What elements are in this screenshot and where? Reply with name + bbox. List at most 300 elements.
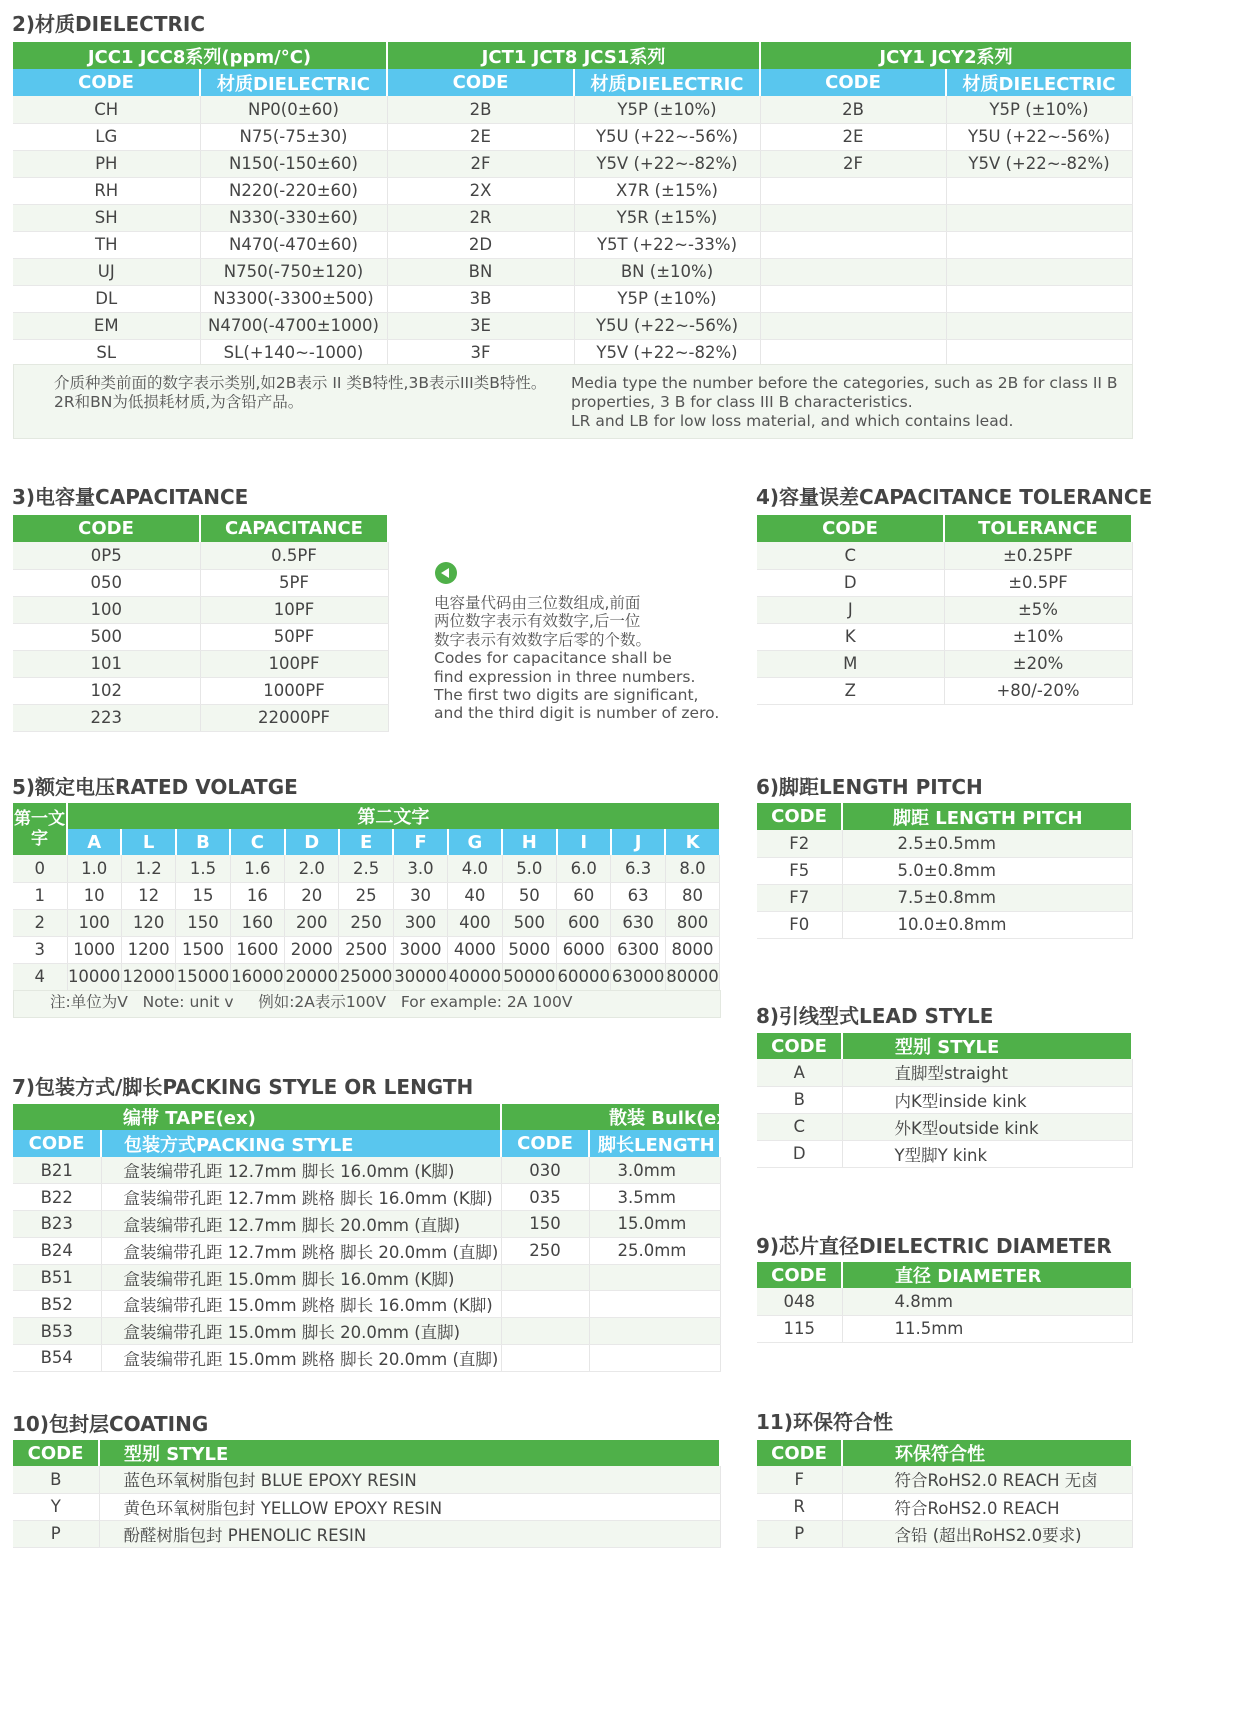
voltage-cell: 400: [448, 909, 502, 936]
lead-cell: B: [757, 1086, 842, 1113]
col-header: CODE: [13, 69, 200, 96]
pitch-cell: 2.5±0.5mm: [842, 830, 1132, 857]
packing-cell: B52: [13, 1291, 101, 1318]
dielectric-cell: [946, 204, 1132, 231]
voltage-cell: 50000: [502, 963, 556, 990]
second-char-header: 第二文字: [67, 803, 720, 829]
diameter-row: [757, 1315, 1132, 1342]
diameter-cell: 4.8mm: [842, 1288, 1132, 1315]
pitch-cell: F0: [757, 911, 842, 938]
voltage-cell: 15000: [176, 963, 230, 990]
packing-cell: B24: [13, 1237, 101, 1264]
voltage-cell: 800: [665, 909, 720, 936]
voltage-title: 5)额定电压RATED VOLATGE: [12, 775, 298, 799]
lead-cell: 内K型inside kink: [842, 1086, 1132, 1113]
lead-cell: D: [757, 1140, 842, 1167]
dielectric-cell: [760, 204, 946, 231]
capacitance-cell: 5PF: [200, 569, 388, 596]
packing-row: [13, 1318, 720, 1345]
packing-cell: [501, 1345, 589, 1372]
packing-cell: [589, 1291, 720, 1318]
voltage-row: [13, 882, 720, 909]
dielectric-cell: 3E: [387, 312, 574, 339]
note-line: and the third digit is number of zero.: [434, 704, 720, 723]
packing-cell: 盒装编带孔距 15.0mm 脚长 20.0mm (直脚): [101, 1318, 501, 1345]
voltage-row: [13, 963, 720, 990]
dielectric-cell: [946, 258, 1132, 285]
coating-cell: 黄色环氧树脂包封 YELLOW EPOXY RESIN: [99, 1493, 720, 1520]
capacitance-row: [13, 623, 388, 650]
voltage-cell: 12000: [121, 963, 175, 990]
packing-cell: 150: [501, 1211, 589, 1238]
capacitance-cell: 100PF: [200, 650, 388, 677]
voltage-cell: 250: [339, 909, 393, 936]
voltage-cell: 1200: [121, 936, 175, 963]
capacitance-table: [13, 515, 389, 732]
voltage-letter: H: [502, 829, 556, 855]
col-header: CODE: [760, 69, 946, 96]
capacitance-cell: 1000PF: [200, 677, 388, 704]
dielectric-cell: UJ: [13, 258, 200, 285]
voltage-cell: 80: [665, 882, 720, 909]
pitch-table: [757, 803, 1133, 939]
voltage-row: [13, 936, 720, 963]
group-bulk: 散装 Bulk(ex): [501, 1104, 720, 1130]
packing-cell: B21: [13, 1157, 101, 1184]
dielectric-cell: 2B: [760, 96, 946, 123]
env-cell: R: [757, 1493, 842, 1520]
capacitance-cell: 500: [13, 623, 200, 650]
dielectric-cell: N330(-330±60): [200, 204, 387, 231]
voltage-cell: 16: [230, 882, 284, 909]
lead-cell: 外K型outside kink: [842, 1113, 1132, 1140]
lead-row: [757, 1140, 1132, 1167]
voltage-first-digit: 4: [13, 963, 67, 990]
voltage-first-digit: 2: [13, 909, 67, 936]
env-cell: F: [757, 1466, 842, 1493]
dielectric-note-cn-1: 介质种类前面的数字表示类别,如2B表示 II 类B特性,3B表示III类B特性。: [54, 374, 547, 392]
voltage-cell: 1.2: [121, 855, 175, 882]
lead-row: [757, 1059, 1132, 1086]
voltage-letter: E: [339, 829, 393, 855]
voltage-letter: B: [176, 829, 230, 855]
packing-cell: 030: [501, 1157, 589, 1184]
tolerance-cell: C: [757, 542, 944, 569]
dielectric-cell: CH: [13, 96, 200, 123]
voltage-cell: 40000: [448, 963, 502, 990]
dielectric-cell: N150(-150±60): [200, 150, 387, 177]
packing-cell: 盒装编带孔距 15.0mm 跳格 脚长 16.0mm (K脚): [101, 1291, 501, 1318]
env-cell: 符合RoHS2.0 REACH 无卤: [842, 1466, 1132, 1493]
diameter-table: [757, 1262, 1133, 1343]
capacitance-row: [13, 677, 388, 704]
dielectric-cell: LG: [13, 123, 200, 150]
dielectric-cell: BN (±10%): [574, 258, 760, 285]
packing-cell: 035: [501, 1184, 589, 1211]
lead-cell: 直脚型straight: [842, 1059, 1132, 1086]
capacitance-cell: 101: [13, 650, 200, 677]
capacitance-row: [13, 542, 388, 569]
diameter-cell: 048: [757, 1288, 842, 1315]
dielectric-note-en-3: LR and LB for low loss material, and which contains lead.: [571, 412, 1014, 430]
dielectric-row: [13, 231, 1132, 258]
dielectric-row: [13, 312, 1132, 339]
packing-row: [13, 1184, 720, 1211]
diameter-title: 9)芯片直径DIELECTRIC DIAMETER: [756, 1234, 1112, 1258]
packing-cell: [589, 1264, 720, 1291]
group-tape: 编带 TAPE(ex): [13, 1104, 501, 1130]
voltage-cell: 5.0: [502, 855, 556, 882]
dielectric-cell: 2E: [387, 123, 574, 150]
voltage-first-digit: 3: [13, 936, 67, 963]
tolerance-cell: ±0.25PF: [944, 542, 1132, 569]
voltage-cell: 30000: [393, 963, 447, 990]
voltage-cell: 80000: [665, 963, 720, 990]
voltage-cell: 10000: [67, 963, 121, 990]
lead-cell: C: [757, 1113, 842, 1140]
note-line: The first two digits are significant,: [434, 686, 699, 705]
voltage-cell: 16000: [230, 963, 284, 990]
dielectric-note-cn-2: 2R和BN为低损耗材质,为含铅产品。: [54, 393, 304, 411]
dielectric-cell: DL: [13, 285, 200, 312]
tolerance-cell: M: [757, 650, 944, 677]
capacitance-cell: 0P5: [13, 542, 200, 569]
dielectric-cell: NP0(0±60): [200, 96, 387, 123]
voltage-cell: 160: [230, 909, 284, 936]
coating-cell: Y: [13, 1493, 99, 1520]
col-header: CODE: [757, 1033, 842, 1059]
lead-row: [757, 1113, 1132, 1140]
dielectric-cell: Y5U (+22~-56%): [574, 123, 760, 150]
col-header: CAPACITANCE: [200, 515, 388, 542]
voltage-cell: 15: [176, 882, 230, 909]
packing-cell: 15.0mm: [589, 1211, 720, 1238]
tolerance-cell: D: [757, 569, 944, 596]
dielectric-cell: SL: [13, 339, 200, 366]
dielectric-group-jcy: JCY1 JCY2系列: [760, 42, 1132, 69]
capacitance-cell: 50PF: [200, 623, 388, 650]
packing-cell: [589, 1318, 720, 1345]
dielectric-cell: Y5V (+22~-82%): [946, 150, 1132, 177]
tolerance-cell: ±5%: [944, 596, 1132, 623]
col-header: 型别 STYLE: [99, 1440, 720, 1466]
diameter-row: [757, 1288, 1132, 1315]
voltage-cell: 25: [339, 882, 393, 909]
col-header: CODE: [13, 1440, 99, 1466]
col-header: CODE: [757, 1440, 842, 1466]
voltage-note: 注:单位为V Note: unit v 例如:2A表示100V For example: 2A 100V: [50, 993, 573, 1011]
dielectric-title: 2)材质DIELECTRIC: [12, 12, 206, 36]
dielectric-cell: N75(-75±30): [200, 123, 387, 150]
voltage-letter: J: [611, 829, 665, 855]
col-header: CODE: [13, 515, 200, 542]
lead-cell: A: [757, 1059, 842, 1086]
voltage-cell: 6.0: [557, 855, 611, 882]
coating-cell: 蓝色环氧树脂包封 BLUE EPOXY RESIN: [99, 1466, 720, 1493]
col-header: 脚距 LENGTH PITCH: [842, 803, 1132, 830]
tolerance-cell: Z: [757, 677, 944, 704]
capacitance-row: [13, 596, 388, 623]
packing-cell: B22: [13, 1184, 101, 1211]
dielectric-row: [13, 96, 1132, 123]
dielectric-cell: RH: [13, 177, 200, 204]
col-header: 环保符合性: [842, 1440, 1132, 1466]
capacitance-cell: 0.5PF: [200, 542, 388, 569]
dielectric-cell: X7R (±15%): [574, 177, 760, 204]
capacitance-cell: 10PF: [200, 596, 388, 623]
voltage-cell: 8.0: [665, 855, 720, 882]
voltage-cell: 100: [67, 909, 121, 936]
voltage-letter: I: [557, 829, 611, 855]
dielectric-cell: [760, 312, 946, 339]
voltage-row: [13, 909, 720, 936]
col-header: CODE: [757, 515, 944, 542]
coating-row: [13, 1493, 720, 1520]
pitch-cell: 5.0±0.8mm: [842, 857, 1132, 884]
env-row: [757, 1520, 1132, 1547]
dielectric-cell: Y5P (±10%): [946, 96, 1132, 123]
packing-cell: 25.0mm: [589, 1237, 720, 1264]
voltage-cell: 60: [557, 882, 611, 909]
packing-cell: 盒装编带孔距 12.7mm 跳格 脚长 20.0mm (直脚): [101, 1237, 501, 1264]
dielectric-group-jcc: JCC1 JCC8系列(ppm/°C): [13, 42, 387, 69]
voltage-cell: 1.6: [230, 855, 284, 882]
voltage-cell: 630: [611, 909, 665, 936]
tolerance-title: 4)容量误差CAPACITANCE TOLERANCE: [756, 485, 1153, 509]
dielectric-cell: N220(-220±60): [200, 177, 387, 204]
dielectric-table: [13, 42, 1133, 367]
col-header: CODE: [501, 1130, 589, 1157]
voltage-letter: K: [665, 829, 720, 855]
dielectric-cell: Y5P (±10%): [574, 285, 760, 312]
voltage-cell: 2000: [285, 936, 339, 963]
dielectric-row: [13, 285, 1132, 312]
voltage-letter: A: [67, 829, 121, 855]
col-header: 型别 STYLE: [842, 1033, 1132, 1059]
packing-cell: [501, 1291, 589, 1318]
dielectric-cell: [760, 258, 946, 285]
dielectric-cell: [946, 312, 1132, 339]
voltage-cell: 30: [393, 882, 447, 909]
voltage-cell: 40: [448, 882, 502, 909]
packing-cell: 盒装编带孔距 15.0mm 脚长 16.0mm (K脚): [101, 1264, 501, 1291]
packing-row: [13, 1291, 720, 1318]
packing-cell: 250: [501, 1237, 589, 1264]
dielectric-cell: 2X: [387, 177, 574, 204]
voltage-cell: 4.0: [448, 855, 502, 882]
capacitance-row: [13, 569, 388, 596]
col-header: 材质DIELECTRIC: [200, 69, 387, 96]
capacitance-row: [13, 650, 388, 677]
voltage-first-digit: 0: [13, 855, 67, 882]
voltage-cell: 300: [393, 909, 447, 936]
packing-row: [13, 1345, 720, 1372]
dielectric-cell: N3300(-3300±500): [200, 285, 387, 312]
voltage-letter: L: [121, 829, 175, 855]
lead-row: [757, 1086, 1132, 1113]
pitch-cell: F2: [757, 830, 842, 857]
coating-row: [13, 1466, 720, 1493]
pitch-row: [757, 911, 1132, 938]
tolerance-row: [757, 677, 1132, 704]
dielectric-cell: [760, 177, 946, 204]
col-header: CODE: [757, 1262, 842, 1288]
voltage-table: [13, 803, 721, 991]
packing-title: 7)包装方式/脚长PACKING STYLE OR LENGTH: [12, 1075, 474, 1099]
env-cell: P: [757, 1520, 842, 1547]
packing-row: [13, 1157, 720, 1184]
packing-cell: [589, 1345, 720, 1372]
dielectric-cell: N470(-470±60): [200, 231, 387, 258]
env-cell: 符合RoHS2.0 REACH: [842, 1493, 1132, 1520]
dielectric-cell: [946, 285, 1132, 312]
voltage-cell: 6000: [557, 936, 611, 963]
voltage-cell: 10: [67, 882, 121, 909]
capacitance-cell: 050: [13, 569, 200, 596]
coating-table: [13, 1440, 721, 1548]
voltage-cell: 25000: [339, 963, 393, 990]
env-table: [757, 1440, 1133, 1548]
tolerance-table: [757, 515, 1133, 705]
tolerance-cell: ±0.5PF: [944, 569, 1132, 596]
dielectric-cell: PH: [13, 150, 200, 177]
voltage-cell: 4000: [448, 936, 502, 963]
dielectric-cell: N4700(-4700±1000): [200, 312, 387, 339]
pitch-title: 6)脚距LENGTH PITCH: [756, 775, 983, 799]
dielectric-group-jct: JCT1 JCT8 JCS1系列: [387, 42, 760, 69]
dielectric-note-en-1: Media type the number before the categories, such as 2B for class II B: [571, 374, 1118, 392]
packing-row: [13, 1237, 720, 1264]
dielectric-row: [13, 150, 1132, 177]
voltage-cell: 60000: [557, 963, 611, 990]
voltage-cell: 2500: [339, 936, 393, 963]
capacitance-cell: 102: [13, 677, 200, 704]
voltage-cell: 1.0: [67, 855, 121, 882]
coating-title: 10)包封层COATING: [12, 1412, 209, 1436]
packing-cell: 3.5mm: [589, 1184, 720, 1211]
pitch-cell: F5: [757, 857, 842, 884]
dielectric-cell: [946, 231, 1132, 258]
voltage-cell: 2.0: [285, 855, 339, 882]
voltage-cell: 63: [611, 882, 665, 909]
dielectric-cell: 2F: [760, 150, 946, 177]
env-cell: 含铅 (超出RoHS2.0要求): [842, 1520, 1132, 1547]
note-line: 两位数字表示有效数字,后一位: [434, 612, 641, 631]
dielectric-cell: 2R: [387, 204, 574, 231]
dielectric-cell: Y5V (+22~-82%): [574, 339, 760, 366]
voltage-cell: 600: [557, 909, 611, 936]
tolerance-cell: +80/-20%: [944, 677, 1132, 704]
dielectric-cell: 3B: [387, 285, 574, 312]
dielectric-row: [13, 204, 1132, 231]
voltage-letter: G: [448, 829, 502, 855]
packing-cell: 盒装编带孔距 12.7mm 脚长 16.0mm (K脚): [101, 1157, 501, 1184]
env-title: 11)环保符合性: [756, 1410, 893, 1434]
voltage-cell: 5000: [502, 936, 556, 963]
dielectric-cell: BN: [387, 258, 574, 285]
tolerance-row: [757, 650, 1132, 677]
capacitance-cell: 223: [13, 704, 200, 731]
voltage-cell: 20000: [285, 963, 339, 990]
col-header: 材质DIELECTRIC: [574, 69, 760, 96]
voltage-cell: 2.5: [339, 855, 393, 882]
dielectric-row: [13, 258, 1132, 285]
dielectric-note-en-2: properties, 3 B for class III B characteristics.: [571, 393, 913, 411]
col-header: CODE: [13, 1130, 101, 1157]
dielectric-cell: Y5V (+22~-82%): [574, 150, 760, 177]
tolerance-row: [757, 542, 1132, 569]
pitch-row: [757, 884, 1132, 911]
voltage-letter: F: [393, 829, 447, 855]
first-char-header: 第一文字: [13, 803, 67, 855]
pitch-row: [757, 830, 1132, 857]
dielectric-cell: 2B: [387, 96, 574, 123]
packing-table: [13, 1104, 737, 1372]
tolerance-cell: ±10%: [944, 623, 1132, 650]
col-header: 包装方式PACKING STYLE: [101, 1130, 501, 1157]
col-header: 直径 DIAMETER: [842, 1262, 1132, 1288]
dielectric-cell: Y5U (+22~-56%): [574, 312, 760, 339]
capacitance-row: [13, 704, 388, 731]
dielectric-cell: [946, 339, 1132, 366]
lead-cell: Y型脚Y kink: [842, 1140, 1132, 1167]
dielectric-cell: 3F: [387, 339, 574, 366]
voltage-cell: 500: [502, 909, 556, 936]
env-row: [757, 1493, 1132, 1520]
play-left-icon: [435, 562, 457, 584]
tolerance-row: [757, 596, 1132, 623]
coating-cell: B: [13, 1466, 99, 1493]
voltage-cell: 20: [285, 882, 339, 909]
capacitance-note: [434, 594, 719, 723]
voltage-cell: 1500: [176, 936, 230, 963]
dielectric-cell: SL(+140~-1000): [200, 339, 387, 366]
pitch-row: [757, 857, 1132, 884]
voltage-row: [13, 855, 720, 882]
packing-cell: [501, 1264, 589, 1291]
packing-cell: B51: [13, 1264, 101, 1291]
coating-row: [13, 1520, 720, 1547]
env-row: [757, 1466, 1132, 1493]
dielectric-cell: SH: [13, 204, 200, 231]
tolerance-row: [757, 569, 1132, 596]
dielectric-cell: 2F: [387, 150, 574, 177]
col-header: 材质DIELECTRIC: [946, 69, 1132, 96]
voltage-cell: 50: [502, 882, 556, 909]
dielectric-cell: 2D: [387, 231, 574, 258]
col-header: TOLERANCE: [944, 515, 1132, 542]
dielectric-cell: Y5U (+22~-56%): [946, 123, 1132, 150]
coating-cell: P: [13, 1520, 99, 1547]
voltage-cell: 12: [121, 882, 175, 909]
pitch-cell: 7.5±0.8mm: [842, 884, 1132, 911]
packing-cell: 盒装编带孔距 15.0mm 跳格 脚长 20.0mm (直脚): [101, 1345, 501, 1372]
capacitance-title: 3)电容量CAPACITANCE: [12, 485, 249, 509]
note-line: Codes for capacitance shall be: [434, 649, 672, 668]
packing-cell: 盒装编带孔距 12.7mm 跳格 脚长 16.0mm (K脚): [101, 1184, 501, 1211]
dielectric-cell: [760, 339, 946, 366]
tolerance-cell: ±20%: [944, 650, 1132, 677]
dielectric-cell: Y5T (+22~-33%): [574, 231, 760, 258]
dielectric-cell: TH: [13, 231, 200, 258]
voltage-cell: 1000: [67, 936, 121, 963]
voltage-cell: 150: [176, 909, 230, 936]
voltage-cell: 8000: [665, 936, 720, 963]
col-header: 脚长LENGTH: [589, 1130, 720, 1157]
dielectric-cell: EM: [13, 312, 200, 339]
voltage-cell: 6.3: [611, 855, 665, 882]
tolerance-row: [757, 623, 1132, 650]
